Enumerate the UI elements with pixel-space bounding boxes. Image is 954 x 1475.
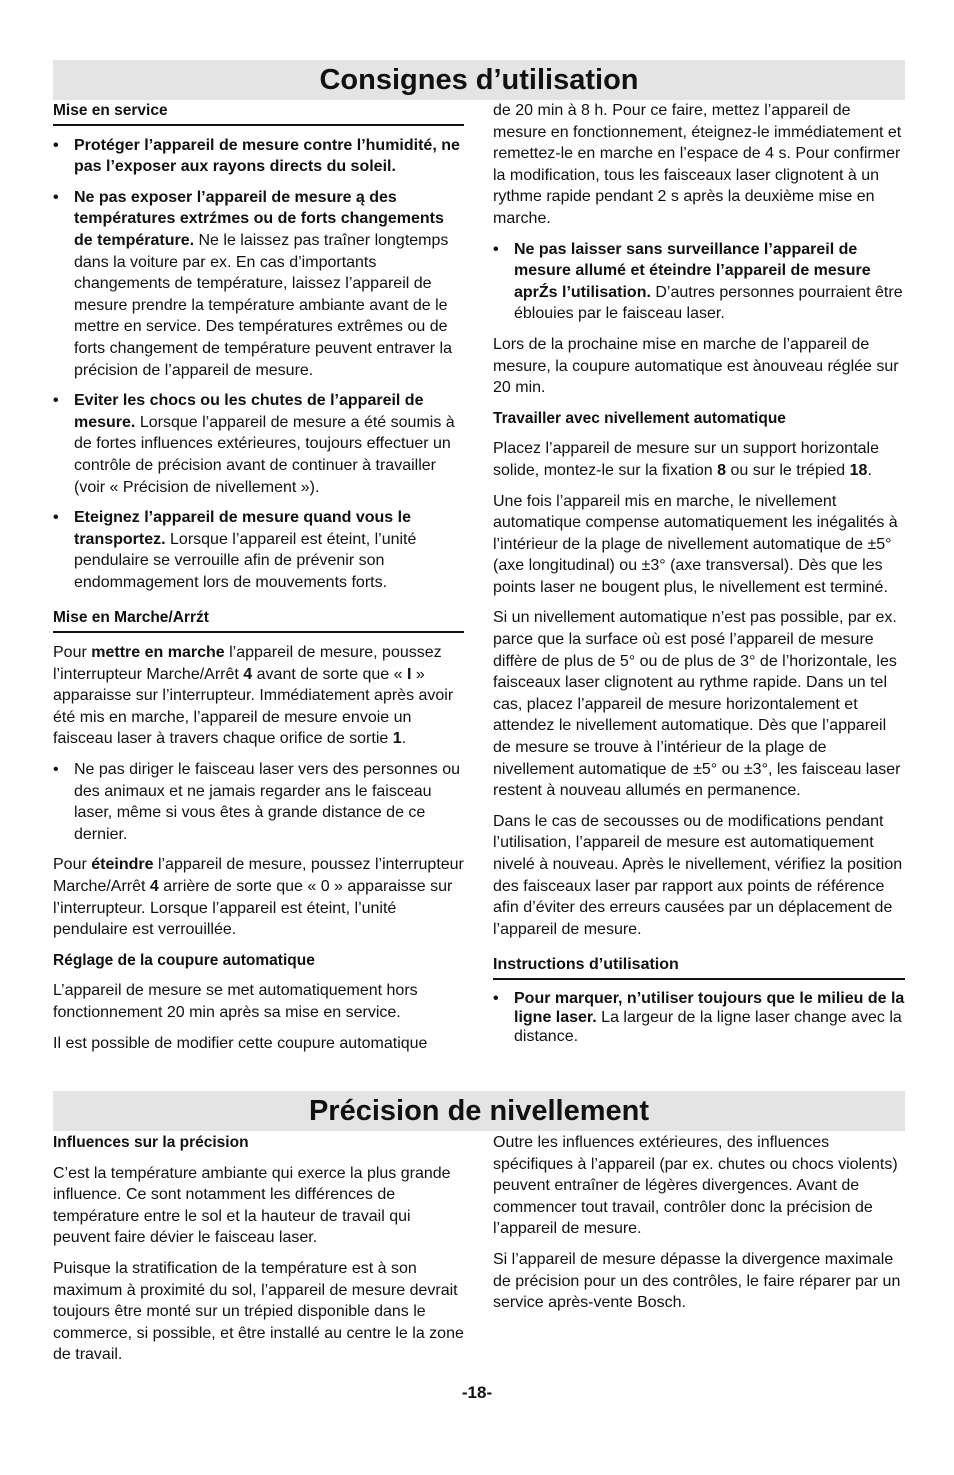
section-title-consignes: Consignes d’utilisation: [53, 60, 905, 100]
bullet-bold-text: Ne pas laisser sans surveillance l’appareil de mesure allumé et éteindre l’appareil de mesure aprŹs l’utilisation.: [514, 240, 871, 301]
subheading-travailler: Travailler avec nivellement automatique: [493, 409, 786, 427]
bullet-text: Ne le laissez pas traîner longtemps dans la voiture par ex. En cas d’importants changements de température, laissez l’appareil de mesure prendre la température ambiante avant de le mettre en service. Des températures extrêmes ou de forts changement de température peuvent entraver la précision de l’appareil de mesure.: [74, 231, 452, 379]
bullet-bold-text: Pour marquer, n’utiliser toujours que le milieu de la ligne laser.: [514, 989, 905, 1026]
paragraph-eteindre: Pour éteindre l’appareil de mesure, poussez l’interrupteur Marche/Arrêt 4 arrière de sorte que « 0 » apparaisse sur l’interrupteur. Lorsque l’appareil est éteint, l’unité pendulaire est verrouillée.: [53, 856, 464, 939]
paragraph-prochaine-mise: Lors de la prochaine mise en marche de l’appareil de mesure, la coupure automatique est ànouveau réglée sur 20 min.: [493, 335, 899, 397]
bullet-icon: •: [53, 188, 59, 206]
bullet-item: [493, 989, 905, 1046]
paragraph-continuation: de 20 min à 8 h. Pour ce faire, mettez l’appareil de mesure en fonctionnement, éteignez-le immédiatement et remettez-le en marche en l’espace de 4 s. Pour confirmer la modification, tous les faisceaux laser clignotent à un rythme rapide pendant 2 s après la deuxième mise en marche.: [493, 102, 902, 227]
subheading-coupure: Réglage de la coupure automatique: [53, 951, 315, 969]
paragraph-si-nivellement: Si un nivellement automatique n’est pas possible, par ex. parce que la surface où est posé l’appareil de mesure diffère de plus de 5° ou de plus de 3° de l’horizontale, les faisceaux laser clignotent au rythme rapide. Dans un tel cas, placez l’appareil de mesure horizontalement et attendez le nivellement automatique. Dès que l’appareil de mesure se trouve à l’intérieur de la plage de nivellement automatique de ±5° ou ±3°, les faisceau laser restent à nouveau allumés en permanence.: [493, 609, 901, 800]
bullet-text: D’autres personnes pourraient être éblouies par le faisceau laser.: [514, 283, 903, 323]
page-number: -18-: [461, 1383, 493, 1402]
paragraph-secousses: Dans le cas de secousses ou de modifications pendant l’utilisation, l’appareil de mesure est automatiquement nivelé à nouveau. Après le nivellement, vérifiez la position des faisceaux laser par rapport aux points de référence afin d’éviter des erreurs causées par un déplacement de l’appareil de mesure.: [493, 812, 903, 938]
bullet-bold-text: Eviter les chocs ou les chutes de l’appareil de mesure.: [74, 392, 424, 431]
bullet-item: [493, 239, 905, 325]
left-column-precision: [53, 1132, 464, 1375]
paragraph-coupure: L’appareil de mesure se met automatiquement hors fonctionnement 20 min après sa mise en service.: [53, 982, 418, 1021]
paragraph-mettre-en-marche: Pour mettre en marche l’appareil de mesure, poussez l’interrupteur Marche/Arrêt 4 avant de sorte que « I » apparaisse sur l’interrupteur. Immédiatement après avoir été mis en marche, l’appareil de mesure envoie un faisceau laser à travers chaque orifice de sortie 1.: [53, 644, 454, 748]
right-column-precision: [493, 1132, 905, 1323]
subheading-mise-en-marche: Mise en Marche/Arrźt: [53, 607, 464, 633]
left-column-consignes: [53, 100, 464, 1063]
bullet-icon: •: [53, 136, 59, 154]
bullet-icon: •: [53, 509, 59, 527]
subheading-influences: Influences sur la précision: [53, 1134, 249, 1151]
subheading-mise-en-service: Mise en service: [53, 100, 464, 126]
bullet-item: [53, 507, 464, 593]
bullet-text: Lorsque l’appareil de mesure a été soumis à de fortes influences extérieures, toujours effectuer un contrôle de précision avant de continuer à travailler (voir « Précision de nivellement »).: [74, 413, 455, 496]
bullet-bold-text: Ne pas exposer l’appareil de mesure ą des températures extrźmes ou de forts changements de température.: [74, 188, 444, 249]
bullet-item: [53, 390, 464, 498]
bullet-text: Ne pas diriger le faisceau laser vers des personnes ou des animaux et ne jamais regarder ans le faisceau laser, même si vous êtes à grande distance de ce dernier.: [74, 761, 460, 843]
paragraph-coupure-modifier: Il est possible de modifier cette coupure automatique: [53, 1034, 428, 1052]
paragraph-depasse: Si l’appareil de mesure dépasse la divergence maximale de précision pour un des contrôles, le faire réparer par un service après-vente Bosch.: [493, 1250, 901, 1312]
bullet-bold-text: Eteignez l’appareil de mesure quand vous le transportez.: [74, 509, 411, 548]
bullet-item: [53, 187, 464, 381]
bullet-item: [53, 135, 464, 178]
bullet-icon: •: [53, 392, 59, 410]
right-column-consignes: [493, 100, 905, 1055]
subheading-instructions: Instructions d’utilisation: [493, 954, 905, 980]
bullet-item: [53, 759, 464, 845]
bullet-icon: •: [493, 240, 499, 258]
bullet-text: Lorsque l’appareil est éteint, l’unité pendulaire se verrouille afin de prévenir son endommagement lors de mouvements forts.: [74, 530, 417, 591]
section-title-precision: Précision de nivellement: [53, 1091, 905, 1131]
bullet-icon: •: [493, 989, 499, 1007]
paragraph-placez: Placez l’appareil de mesure sur un support horizontale solide, montez-le sur la fixation 8 ou sur le trépied 18.: [493, 440, 879, 479]
bullet-text: La largeur de la ligne laser change avec la distance.: [514, 1008, 902, 1045]
paragraph-outre: Outre les influences extérieures, des influences spécifiques à l’appareil (par ex. chutes ou chocs violents) peuvent entraîner de légères divergences. Avant de commencer tout travail, contrôler donc la précision de l’appareil de mesure.: [493, 1134, 898, 1238]
bullet-bold-text: Protéger l’appareil de mesure contre l’humidité, ne pas l’exposer aux rayons directs du soleil.: [74, 136, 460, 176]
paragraph-stratification: Puisque la stratification de la température est à son maximum à proximité du sol, l’appareil de mesure devrait toujours être monté sur un trépied disponible dans le commerce, si possible, et être installé au centre le la zone de travail.: [53, 1259, 464, 1364]
bullet-icon: •: [53, 761, 59, 779]
paragraph-temperature: C’est la température ambiante qui exerce la plus grande influence. Ce sont notamment les différences de température entre le sol et la hauteur de travail qui peuvent faire dévier le faisceau laser.: [53, 1164, 451, 1247]
paragraph-une-fois: Une fois l’appareil mis en marche, le nivellement automatique compense automatiquement les inégalités à l’intérieur de la plage de nivellement automatique de ±5° (axe longitudinal) ou ±3° (axe transversal). Dès que les points laser ne bougent plus, le nivellement est terminé.: [493, 492, 898, 596]
